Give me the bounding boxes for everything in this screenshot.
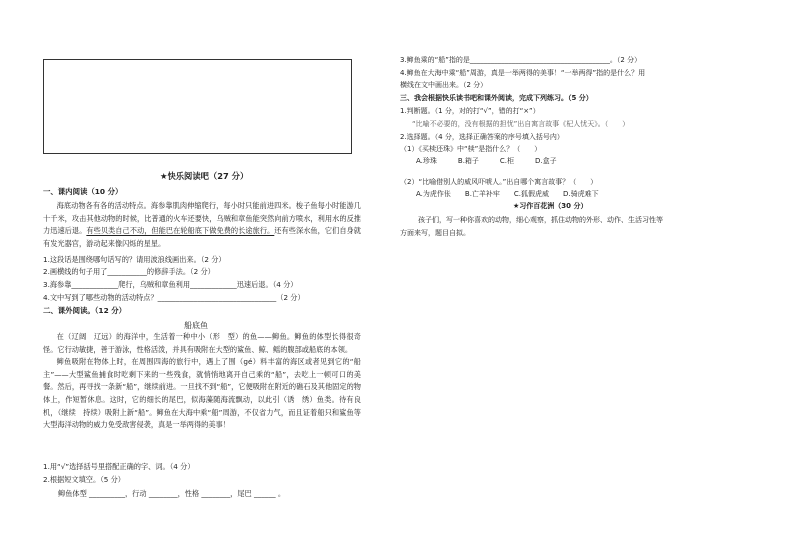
part1-title: 一、课内阅读（10 分） (43, 187, 123, 196)
right-line: 1.判断题。（1 分，对的打“√”，错的打“×”） (400, 107, 540, 115)
answer-box (43, 59, 352, 154)
right-line: （2）“比喻借别人的威风吓唬人。”出自哪个寓言故事？（ ） (400, 178, 598, 186)
passage2 (43, 331, 361, 432)
passage1 (43, 200, 361, 250)
writing-heading: ★习作百花洲（30 分） (513, 202, 588, 210)
passage2-title: 船底鱼 (184, 321, 208, 330)
q1-item: 4.文中写到了哪些动物的活动特点？_________________________________（2 分） (43, 293, 305, 302)
part2-title: 二、课外阅读。（12 分） (43, 306, 127, 315)
q1-item: 2.画横线的句子用了___________的修辞手法。（2 分） (43, 267, 215, 276)
passage2-paragraph: 䲟鱼吸附在物体上时，在周围四海的旅行中，遇上了围（ɡé）料丰富的海区或者见到它的“船主”——大型鲨鱼捕食时吃剩下来的一些残食，就悄悄地离开自己乘的“船”，去吃上一顿可口的美餐。然后，再寻找一条新“船”，继续前进。一旦找不到“船”，它便吸附在附近的礁石及其他固定的物体上，作短暂休息。这时，它的细长的尾巴，似海藻随海流飘动，以此引（诱 绣）鱼类。待有良机，（继续 持续）吸附上新“船”。䲟鱼在大海中乘“船”周游，不仅省力气，而且证着船只和鲨鱼等大型海洋动物的威力免受敌害侵袭，真是一举两得的美事！ (43, 357, 361, 430)
writing-prompt-line: 方面来写，题目自拟。 (400, 229, 470, 237)
passage2-paragraph: 在（辽阔 辽远）的海洋中，生活着一种中小（形 型）的鱼——䲟鱼。䲟鱼的体型长得很奇怪。它行动敏捷，善于游泳，性格活泼，并具有吸附在大型的鲨鱼、鲸、鳐的腹部或船底的本领。 (43, 332, 361, 354)
right-line: “比喻不必要的，没有根据的担忧”出自寓言故事《杞人忧天》。（ ） (412, 120, 630, 128)
right-section-title: 三、我会根据快乐读书吧和课外阅读，完成下列练习。（5 分） (400, 94, 593, 102)
right-line: 2.选择题。（4 分，选择正确答案的序号填入括号内） (400, 133, 564, 141)
q1-item: 3.海参靠_____________爬行，乌贼和章鱼利用_____________迅速后退。（4 分） (43, 280, 298, 289)
q2-item: 2.根据短文填空。（5 分） (43, 475, 125, 484)
right-line: 横线在文中画出来。（2 分） (400, 81, 488, 89)
writing-prompt-line: 孩子们，写一种你喜欢的动物，细心观察，抓住动物的外形、动作、生活习性等 (418, 216, 663, 224)
right-line: 4.䲟鱼在大海中乘“船”周游，真是一举两得的美事！“一举两得”指的是什么？用 (400, 69, 646, 77)
passage1-sentence: 海底动物各有各的活动特点。海参靠肌肉伸缩爬行，每小时只能前进四米。梭子鱼每小时能游几十千米，攻击其他动物的时候，比普通的火车还要快，乌贼和章鱼能突然向前方喷水，利用水的反推力迅速后退。 (43, 201, 361, 236)
q1-item: 1.这段话是围绕哪句话写的？请用波浪线画出来。（2 分） (43, 255, 226, 264)
q2-item: 1.用“√”选择括号里搭配正确的字、词。（4 分） (43, 462, 195, 471)
q2-fill: 䲟鱼体型 __________，行动 ________，性格 ________，尾巴 ______ 。 (58, 489, 286, 498)
reading-section-heading: ★快乐阅读吧（27 分） (160, 171, 249, 181)
right-options: A.为虎作伥 B.亡羊补牢 C.狐假虎威 D.骑虎难下 (416, 190, 599, 198)
right-line: （1）《买椟还珠》中“椟”是指什么？（ ） (400, 145, 542, 153)
right-options: A.珍珠 B.箱子 C.柜 D.盒子 (416, 157, 557, 165)
passage1-underlined: 有些贝类自己不动，但能巴在轮船底下做免费的长途旅行。 (86, 226, 275, 236)
passage1-sentence: 还有些深水鱼，它们自身就有发光器官，游动起来像闪烁的星星。 (43, 226, 361, 248)
right-line: 3.䲟鱼乘的“船”指的是________________________________________。（2 分） (400, 56, 642, 64)
